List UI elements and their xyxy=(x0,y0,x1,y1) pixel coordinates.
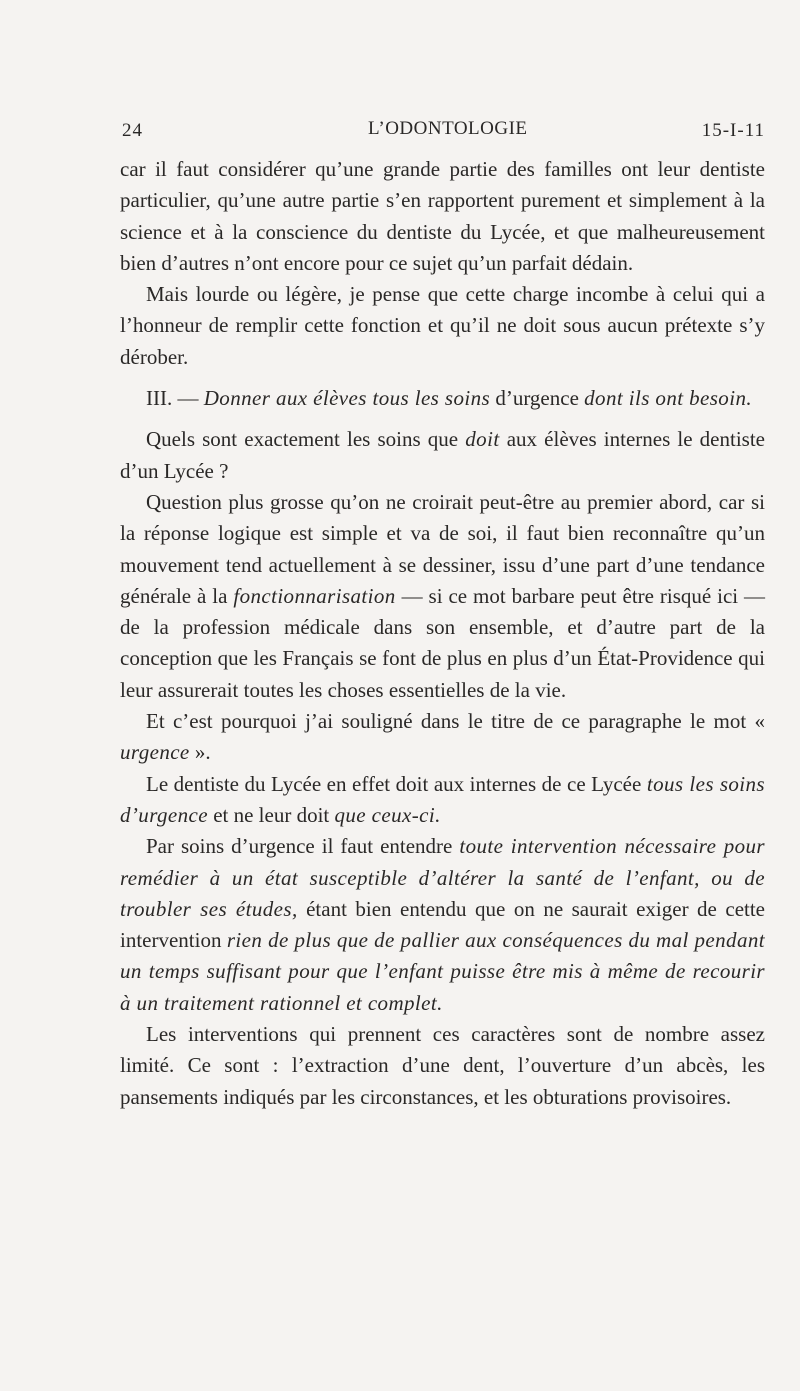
text-segment: d’urgence xyxy=(490,386,585,411)
paragraph xyxy=(120,831,765,1019)
paragraph xyxy=(120,424,765,487)
text-segment: Quels sont exactement les soins que xyxy=(146,427,466,452)
italic-text-segment: rien de plus que de pallier aux conséquences du mal pendant un temps suffisant pour que l’enfant puisse être mis à même de recourir à un traitement rationnel et complet. xyxy=(120,928,765,1015)
text-segment: et ne leur doit xyxy=(207,802,335,827)
paragraph xyxy=(120,1019,765,1113)
italic-text-segment: dont ils ont besoin. xyxy=(584,386,752,411)
paragraph xyxy=(120,769,765,832)
text-segment: Mais lourde ou légère, je pense que cette charge incombe à celui qui a l’honneur de remplir cette fonction et qu’il ne doit sous aucun prétexte s’y dérober. xyxy=(120,282,765,369)
text-segment: — si ce mot barbare peut être risqué ici — de la profession médicale dans son ensemble, et d’autre part de la conception que les Français se font de plus en plus d’un État-Providence qui leur assurerait toutes les choses essentielles de la vie. xyxy=(120,583,766,702)
issue-date: 15-I-11 xyxy=(701,120,765,141)
text-segment: Et c’est pourquoi j’ai souligné dans le titre de ce paragraphe le mot « xyxy=(146,709,765,734)
italic-text-segment: toute intervention nécessaire pour remédier à un état susceptible d’altérer la santé de l’enfant, ou de troubler ses études, xyxy=(120,834,765,921)
page-number: 24 xyxy=(122,120,143,141)
document-page xyxy=(120,112,765,1113)
italic-text-segment: Donner aux élèves tous les soins xyxy=(203,386,491,411)
paragraph xyxy=(120,154,765,279)
text-segment: Par soins d’urgence il faut entendre xyxy=(146,834,460,859)
running-header xyxy=(120,112,765,142)
italic-text-segment: tous les soins d’urgence xyxy=(120,771,766,827)
text-segment: III. — xyxy=(146,386,204,411)
body-text xyxy=(120,154,765,1113)
paragraph xyxy=(120,279,765,373)
italic-text-segment: que ceux-ci. xyxy=(334,802,441,827)
section-heading xyxy=(120,383,765,414)
text-segment: Question plus grosse qu’on ne croirait peut-être au premier abord, car si la réponse logique est simple et va de soi, il faut bien reconnaître qu’un mouvement tend actuellement à se dessiner, issu d’une part d’une tendance générale à la xyxy=(120,489,765,608)
text-segment: ». xyxy=(189,740,211,765)
text-segment: Les interventions qui prennent ces caractères sont de nombre assez limité. Ce sont : l’extraction d’une dent, l’ouverture d’un abcès, les pansements indiqués par les circonstances, et les obturations provisoires. xyxy=(120,1022,765,1109)
text-segment: étant bien entendu que on ne saurait exiger de cette intervention xyxy=(120,896,765,953)
text-segment: aux élèves internes le dentiste d’un Lycée ? xyxy=(120,427,765,483)
text-segment: car il faut considérer qu’une grande partie des familles ont leur dentiste particulier, qu’une autre partie s’en rapportent purement et simplement à la science et à la conscience du dentiste du Lycée, et que malheureusement bien d’autres n’ont encore pour ce sujet qu’un parfait dédain. xyxy=(120,157,765,275)
paragraph xyxy=(120,706,765,769)
italic-text-segment: fonctionnarisation xyxy=(233,583,396,608)
italic-text-segment: doit xyxy=(465,427,500,452)
text-segment: Le dentiste du Lycée en effet doit aux internes de ce Lycée xyxy=(146,771,647,796)
paragraph xyxy=(120,487,765,706)
journal-title: L’ODONTOLOGIE xyxy=(368,118,528,139)
italic-text-segment: urgence xyxy=(120,740,190,765)
